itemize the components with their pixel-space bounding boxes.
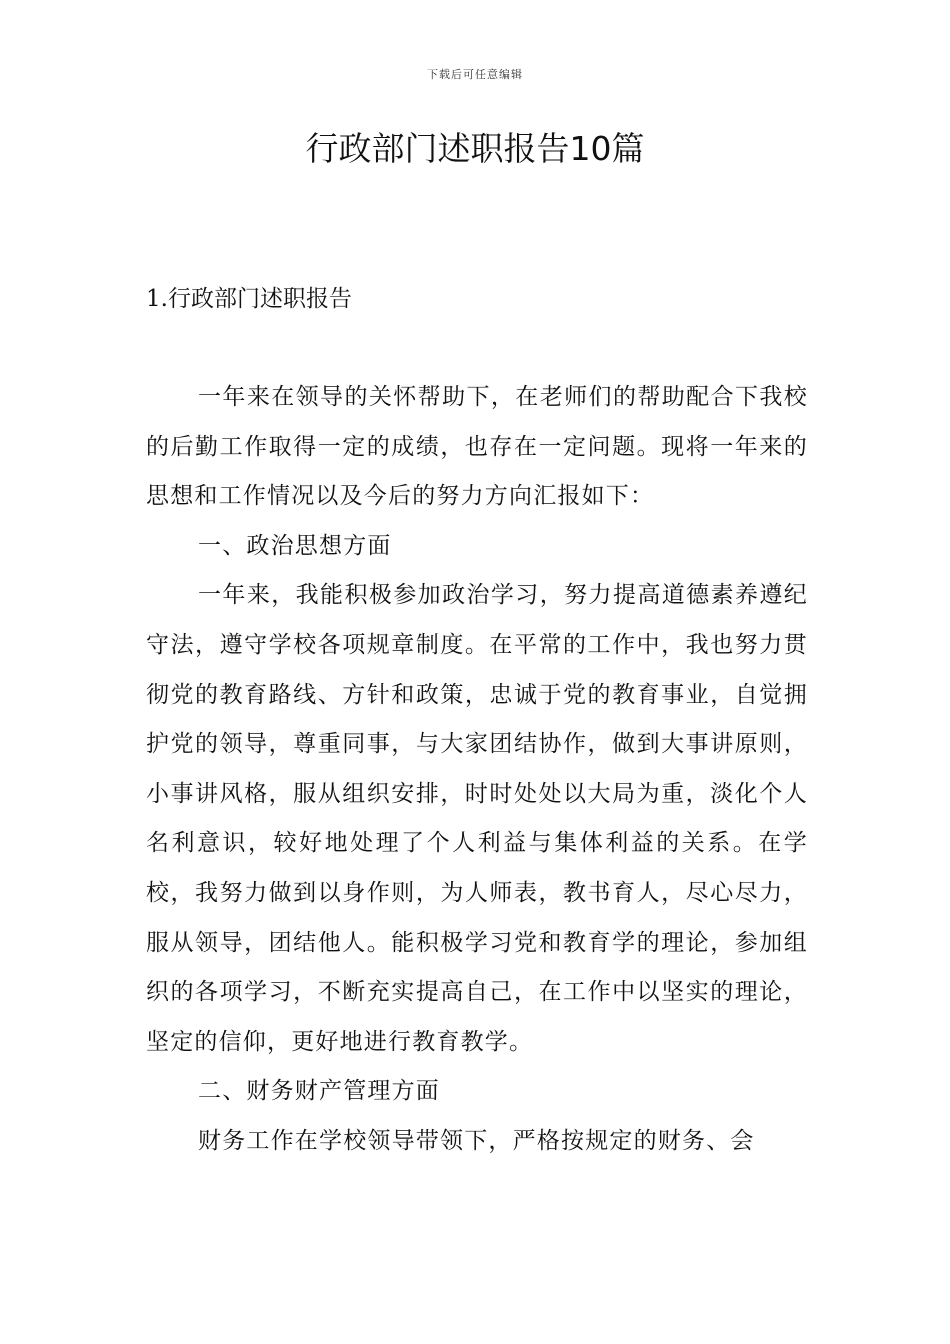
header-note: 下载后可任意编辑 (427, 68, 523, 81)
finance-paragraph: 财务工作在学校领导带领下，严格按规定的财务、会 (198, 1127, 755, 1154)
document-title: 行政部门述职报告10篇 (305, 129, 645, 168)
section-heading: 1.行政部门述职报告 (146, 286, 352, 312)
intro-paragraph: 一年来在领导的关怀帮助下，在老师们的帮助配合下我校的后勤工作取得一定的成绩，也存在一定问题。现将一年来的思想和工作情况以及今后的努力方向汇报如下： (146, 384, 808, 510)
document-body (146, 373, 808, 1167)
political-paragraph: 一年来，我能积极参加政治学习，努力提高道德素养遵纪守法，遵守学校各项规章制度。在平常的工作中，我也努力贯彻党的教育路线、方针和政策，忠诚于党的教育事业，自觉拥护党的领导，尊重同事，与大家团结协作，做到大事讲原则，小事讲风格，服从组织安排，时时处处以大局为重，淡化个人名利意识，较好地处理了个人利益与集体利益的关系。在学校，我努力做到以身作则，为人师表，教书育人，尽心尽力，服从领导，团结他人。能积极学习党和教育学的理论，参加组织的各项学习，不断充实提高自己，在工作中以坚实的理论，坚定的信仰，更好地进行教育教学。 (146, 582, 808, 1055)
subheading-finance: 二、财务财产管理方面 (198, 1078, 440, 1105)
subheading-political: 一、政治思想方面 (198, 532, 392, 559)
